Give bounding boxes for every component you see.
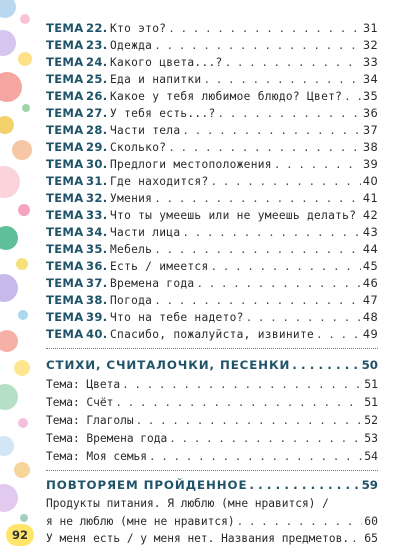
topic-label: ТЕМА <box>46 242 84 256</box>
dot-leader <box>344 90 361 103</box>
page-ref: 41 <box>362 191 378 205</box>
page-ref: 38 <box>362 140 378 154</box>
topic-label: ТЕМА <box>46 191 84 205</box>
dot-leader <box>246 311 361 324</box>
page-ref: 36 <box>362 106 378 120</box>
dot-leader <box>196 277 360 290</box>
topic-label: ТЕМА <box>46 38 84 52</box>
topic-title: Какое у тебя любимое блюдо? Цвет? <box>110 90 343 103</box>
topic-number: 33. <box>86 208 108 222</box>
entry-title: Тема: Глаголы <box>46 414 134 427</box>
topic-number: 24. <box>86 55 108 69</box>
topic-number: 29. <box>86 140 108 154</box>
toc-entry[interactable] <box>46 55 378 72</box>
topic-label: ТЕМА <box>46 327 84 341</box>
dot-leader <box>358 209 361 222</box>
topic-label: ТЕМА <box>46 72 84 86</box>
topic-number: 22. <box>86 21 108 35</box>
topic-number: 37. <box>86 276 108 290</box>
toc-entry-line[interactable] <box>46 497 378 514</box>
topic-number: 30. <box>86 157 108 171</box>
topic-label: ТЕМА <box>46 21 84 35</box>
page-ref: 51 <box>364 395 378 409</box>
topic-number: 31. <box>86 174 108 188</box>
topic-title: Еда и напитки <box>110 73 202 86</box>
section-title: ПОВТОРЯЕМ ПРОЙДЕННОЕ <box>46 478 248 492</box>
topic-title: Погода <box>110 294 153 307</box>
topic-title: Спасибо, пожалуйста, извините <box>110 328 315 341</box>
toc-entry[interactable] <box>46 242 378 259</box>
page-ref: 46 <box>362 276 378 290</box>
dot-leader <box>316 328 361 341</box>
page-ref: 44 <box>362 242 378 256</box>
topic-title: Части тела <box>110 124 181 137</box>
page-ref: 48 <box>362 310 378 324</box>
section-divider <box>46 470 378 471</box>
toc-entry[interactable] <box>46 140 378 157</box>
dot-leader <box>203 73 360 86</box>
page-ref: 47 <box>362 293 378 307</box>
page-ref: 50 <box>361 358 378 372</box>
topic-label: ТЕМА <box>46 259 84 273</box>
entry-title: Тема: Счёт <box>46 396 114 409</box>
page-ref: 37 <box>362 123 378 137</box>
toc-entry[interactable] <box>46 377 378 394</box>
page-ref: 32 <box>362 38 378 52</box>
topic-label: ТЕМА <box>46 140 84 154</box>
toc-entry[interactable] <box>46 395 378 412</box>
topic-number: 39. <box>86 310 108 324</box>
topic-title: Умения <box>110 192 153 205</box>
toc-entry[interactable] <box>46 531 378 548</box>
page-ref: 45 <box>362 259 378 273</box>
toc-entry[interactable] <box>46 157 378 174</box>
toc-entry[interactable] <box>46 225 378 242</box>
toc-entry[interactable] <box>46 106 378 123</box>
page-ref: 51 <box>364 377 378 391</box>
page-ref: 31 <box>362 21 378 35</box>
toc-entry[interactable] <box>46 514 378 531</box>
page-ref: 43 <box>362 225 378 239</box>
dot-leader <box>351 532 362 545</box>
dot-leader <box>182 124 361 137</box>
page-ref: 35 <box>362 89 378 103</box>
topic-title: Какого цвета...? <box>110 56 223 69</box>
topic-label: ТЕМА <box>46 293 84 307</box>
section-title: СТИХИ, СЧИТАЛОЧКИ, ПЕСЕНКИ <box>46 358 291 372</box>
topic-label: ТЕМА <box>46 208 84 222</box>
dot-leader <box>211 175 361 188</box>
entry-title: Тема: Времена года <box>46 432 168 445</box>
dot-leader <box>122 378 362 391</box>
topic-label: ТЕМА <box>46 123 84 137</box>
page-ref: 54 <box>364 449 378 463</box>
toc-entry[interactable] <box>46 413 378 430</box>
topic-title: Мебель <box>110 243 153 256</box>
topic-label: ТЕМА <box>46 174 84 188</box>
topic-number: 27. <box>86 106 108 120</box>
dot-leader <box>168 22 361 35</box>
toc-entry[interactable] <box>46 449 378 466</box>
topic-number: 34. <box>86 225 108 239</box>
section-heading-review[interactable] <box>46 478 378 496</box>
toc-entry[interactable] <box>46 327 378 344</box>
toc-entry[interactable] <box>46 276 378 293</box>
topic-number: 35. <box>86 242 108 256</box>
toc-entry[interactable] <box>46 191 378 208</box>
dot-leader <box>249 478 359 492</box>
dot-leader <box>211 260 361 273</box>
dot-leader <box>225 56 361 69</box>
topic-number: 32. <box>86 191 108 205</box>
topic-title: Есть / имеется <box>110 260 209 273</box>
entry-title: Продукты питания. Я люблю (мне нравится) / <box>46 497 329 510</box>
topic-number: 38. <box>86 293 108 307</box>
toc-entry[interactable] <box>46 259 378 276</box>
page-ref: 59 <box>361 478 378 492</box>
dot-leader <box>218 107 361 120</box>
page-ref: 60 <box>364 514 378 528</box>
dot-leader <box>154 243 361 256</box>
page-ref: 39 <box>362 157 378 171</box>
dot-leader <box>292 358 359 372</box>
topic-label: ТЕМА <box>46 157 84 171</box>
topic-number: 28. <box>86 123 108 137</box>
topic-label: ТЕМА <box>46 89 84 103</box>
page-ref: 33 <box>362 55 378 69</box>
entry-title: У меня есть / у меня нет. Названия предметов. <box>46 532 350 545</box>
topic-label: ТЕМА <box>46 225 84 239</box>
dot-leader <box>154 39 361 52</box>
topic-title: Времена года <box>110 277 195 290</box>
dot-leader <box>169 432 362 445</box>
dot-leader <box>274 158 361 171</box>
topic-label: ТЕМА <box>46 55 84 69</box>
dot-leader <box>168 141 361 154</box>
toc-entry[interactable] <box>46 89 378 106</box>
dot-leader <box>115 396 362 409</box>
topic-title: Предлоги местоположения <box>110 158 272 171</box>
topic-label: ТЕМА <box>46 106 84 120</box>
page-ref: 42 <box>362 208 378 222</box>
topic-number: 23. <box>86 38 108 52</box>
toc-entry[interactable] <box>46 431 378 448</box>
toc-entry[interactable] <box>46 72 378 89</box>
dot-leader <box>149 450 362 463</box>
page-ref: 40 <box>362 174 378 188</box>
topic-title: Части лица <box>110 226 181 239</box>
topic-label: ТЕМА <box>46 310 84 324</box>
topic-title: Одежда <box>110 39 153 52</box>
page-ref: 34 <box>362 72 378 86</box>
dot-leader <box>136 414 363 427</box>
toc-entry[interactable] <box>46 208 378 225</box>
topic-number: 36. <box>86 259 108 273</box>
toc-entry[interactable] <box>46 174 378 191</box>
toc-entry[interactable] <box>46 310 378 327</box>
section-heading-poems[interactable] <box>46 358 378 376</box>
page-number: 92 <box>6 524 34 546</box>
topic-title: Сколько? <box>110 141 167 154</box>
topic-title: У тебя есть...? <box>110 107 216 120</box>
toc-entry[interactable] <box>46 293 378 310</box>
dot-leader <box>182 226 361 239</box>
topic-label: ТЕМА <box>46 276 84 290</box>
page-ref: 52 <box>364 413 378 427</box>
dot-leader <box>237 515 363 528</box>
entry-title: я не люблю (мне не нравится) <box>46 515 235 528</box>
section-divider <box>46 348 378 349</box>
topic-title: Где находится? <box>110 175 209 188</box>
toc-entry[interactable] <box>46 21 378 38</box>
topic-number: 26. <box>86 89 108 103</box>
topic-number: 25. <box>86 72 108 86</box>
entry-title: Тема: Моя семья <box>46 450 148 463</box>
page-ref: 53 <box>364 431 378 445</box>
toc-entry[interactable] <box>46 38 378 55</box>
page-ref: 49 <box>362 327 378 341</box>
dot-leader <box>154 294 361 307</box>
page-ref: 65 <box>364 531 378 545</box>
topic-title: Что ты умеешь или не умеешь делать? <box>110 209 357 222</box>
topic-title: Что на тебе надето? <box>110 311 244 324</box>
entry-title: Тема: Цвета <box>46 378 121 391</box>
dot-leader <box>154 192 361 205</box>
topic-number: 40. <box>86 327 108 341</box>
topic-title: Кто это? <box>110 22 167 35</box>
toc-entry[interactable] <box>46 123 378 140</box>
